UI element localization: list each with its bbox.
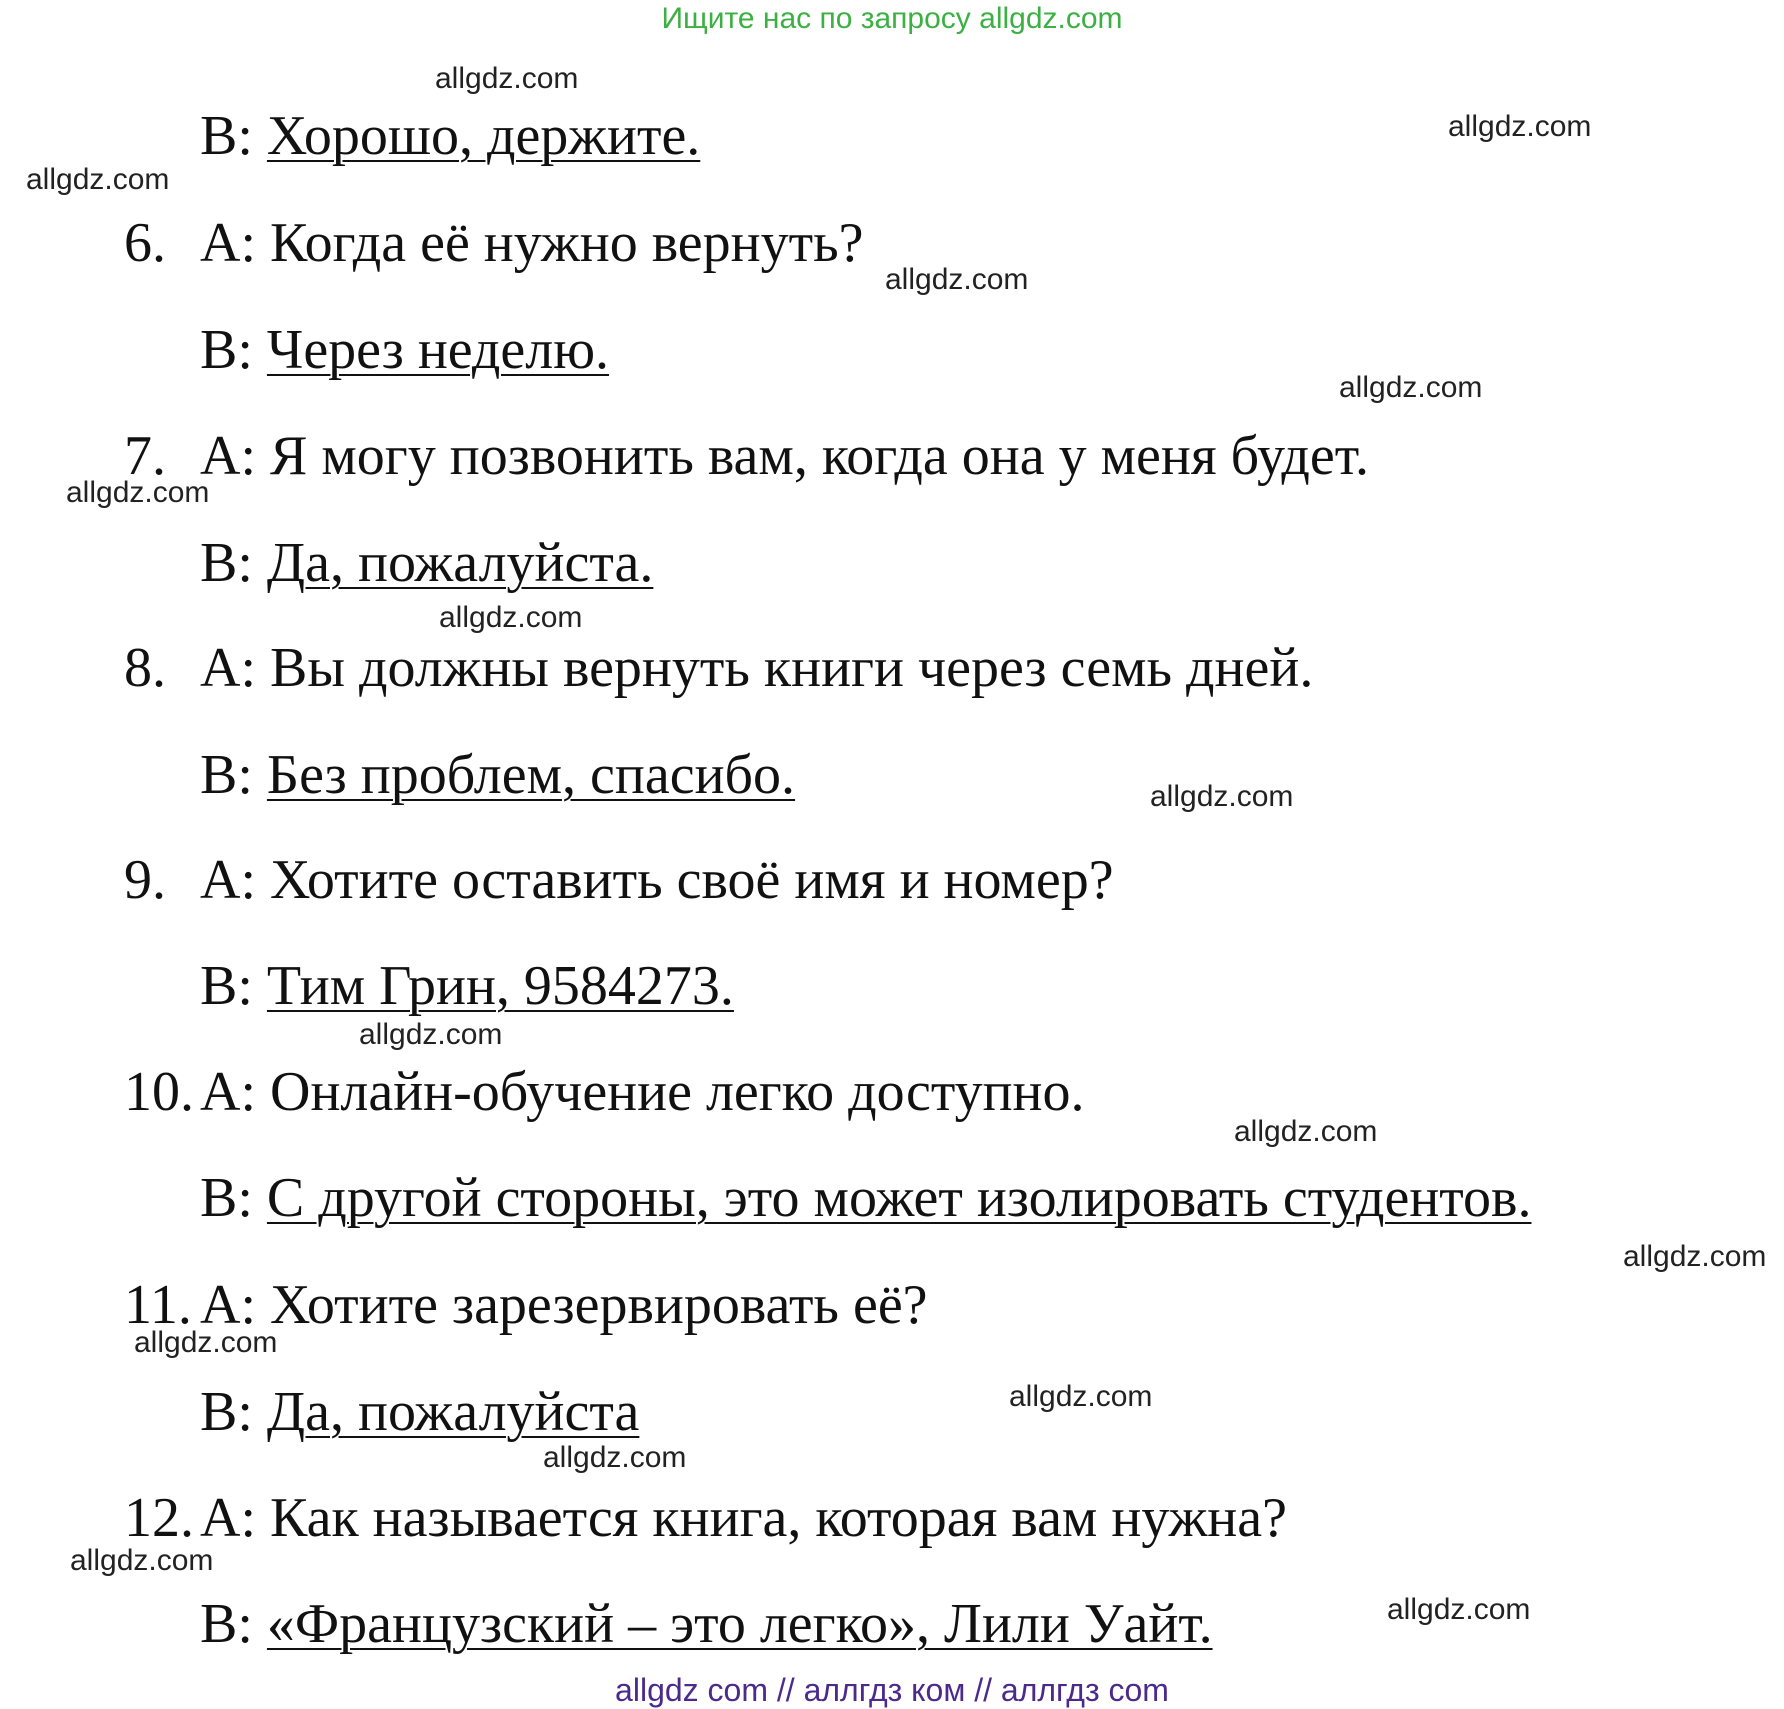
line-7-b xyxy=(200,532,654,594)
line-12-a: A: Как называется книга, которая вам нужна? xyxy=(200,1487,1287,1549)
line-8-a: A: Вы должны вернуть книги через семь дней. xyxy=(200,637,1314,699)
line-10-b xyxy=(200,1167,1532,1229)
watermark: allgdz.com xyxy=(134,1326,278,1359)
speaker-b-label: B: xyxy=(200,1167,253,1229)
watermark: allgdz.com xyxy=(26,163,170,196)
speaker-b-label: B: xyxy=(200,105,253,167)
line-8-b xyxy=(200,744,796,806)
watermark: allgdz.com xyxy=(1623,1240,1767,1273)
line-7-a: A: Я могу позвонить вам, когда она у меня будет. xyxy=(200,425,1370,487)
top-banner: Ищите нас по запросу allgdz.com xyxy=(661,2,1123,35)
line-12-b xyxy=(200,1593,1213,1655)
watermark: allgdz.com xyxy=(1009,1380,1153,1413)
speaker-b-label: B: xyxy=(200,955,253,1017)
answer-12: «Французский – это легко», Лили Уайт. xyxy=(266,1593,1213,1655)
answer-7: Да, пожалуйста. xyxy=(266,532,654,594)
watermark: allgdz.com xyxy=(1387,1593,1531,1626)
line-6-a: A: Когда её нужно вернуть? xyxy=(200,212,864,274)
watermark: allgdz.com xyxy=(439,601,583,634)
line-9-b xyxy=(200,955,734,1017)
watermark: allgdz.com xyxy=(1234,1115,1378,1148)
item-number-10: 10. xyxy=(124,1061,194,1123)
speaker-b-label: B: xyxy=(200,1381,253,1443)
answer-10: С другой стороны, это может изолировать студентов. xyxy=(266,1167,1532,1229)
watermark: allgdz.com xyxy=(1448,110,1592,143)
item-number-6: 6. xyxy=(124,212,166,274)
line-11-a: A: Хотите зарезервировать её? xyxy=(200,1274,928,1336)
item-number-12: 12. xyxy=(124,1487,194,1549)
line-5-b xyxy=(200,105,701,167)
watermark: allgdz.com xyxy=(1339,371,1483,404)
speaker-b-label: B: xyxy=(200,744,253,806)
line-9-a: A: Хотите оставить своё имя и номер? xyxy=(200,849,1114,911)
answer-11: Да, пожалуйста xyxy=(266,1381,640,1443)
footer-watermark: allgdz com // аллгдз ком // аллгдз com xyxy=(615,1672,1169,1708)
item-number-11: 11. xyxy=(124,1274,192,1336)
item-number-9: 9. xyxy=(124,849,166,911)
watermark: allgdz.com xyxy=(66,476,210,509)
answer-5: Хорошо, держите. xyxy=(266,105,701,167)
watermark: allgdz.com xyxy=(435,62,579,95)
line-6-b xyxy=(200,319,610,381)
watermark: allgdz.com xyxy=(359,1018,503,1051)
answer-6: Через неделю. xyxy=(266,319,610,381)
item-number-8: 8. xyxy=(124,637,166,699)
speaker-b-label: B: xyxy=(200,319,253,381)
answer-8: Без проблем, спасибо. xyxy=(266,744,796,806)
watermark: allgdz.com xyxy=(70,1544,214,1577)
answer-9: Тим Грин, 9584273. xyxy=(266,955,734,1017)
speaker-b-label: B: xyxy=(200,532,253,594)
line-11-b xyxy=(200,1381,640,1443)
speaker-b-label: B: xyxy=(200,1593,253,1655)
line-10-a: A: Онлайн-обучение легко доступно. xyxy=(200,1061,1085,1123)
watermark: allgdz.com xyxy=(885,263,1029,296)
watermark: allgdz.com xyxy=(1150,780,1294,813)
item-number-7: 7. xyxy=(124,425,166,487)
watermark: allgdz.com xyxy=(543,1441,687,1474)
